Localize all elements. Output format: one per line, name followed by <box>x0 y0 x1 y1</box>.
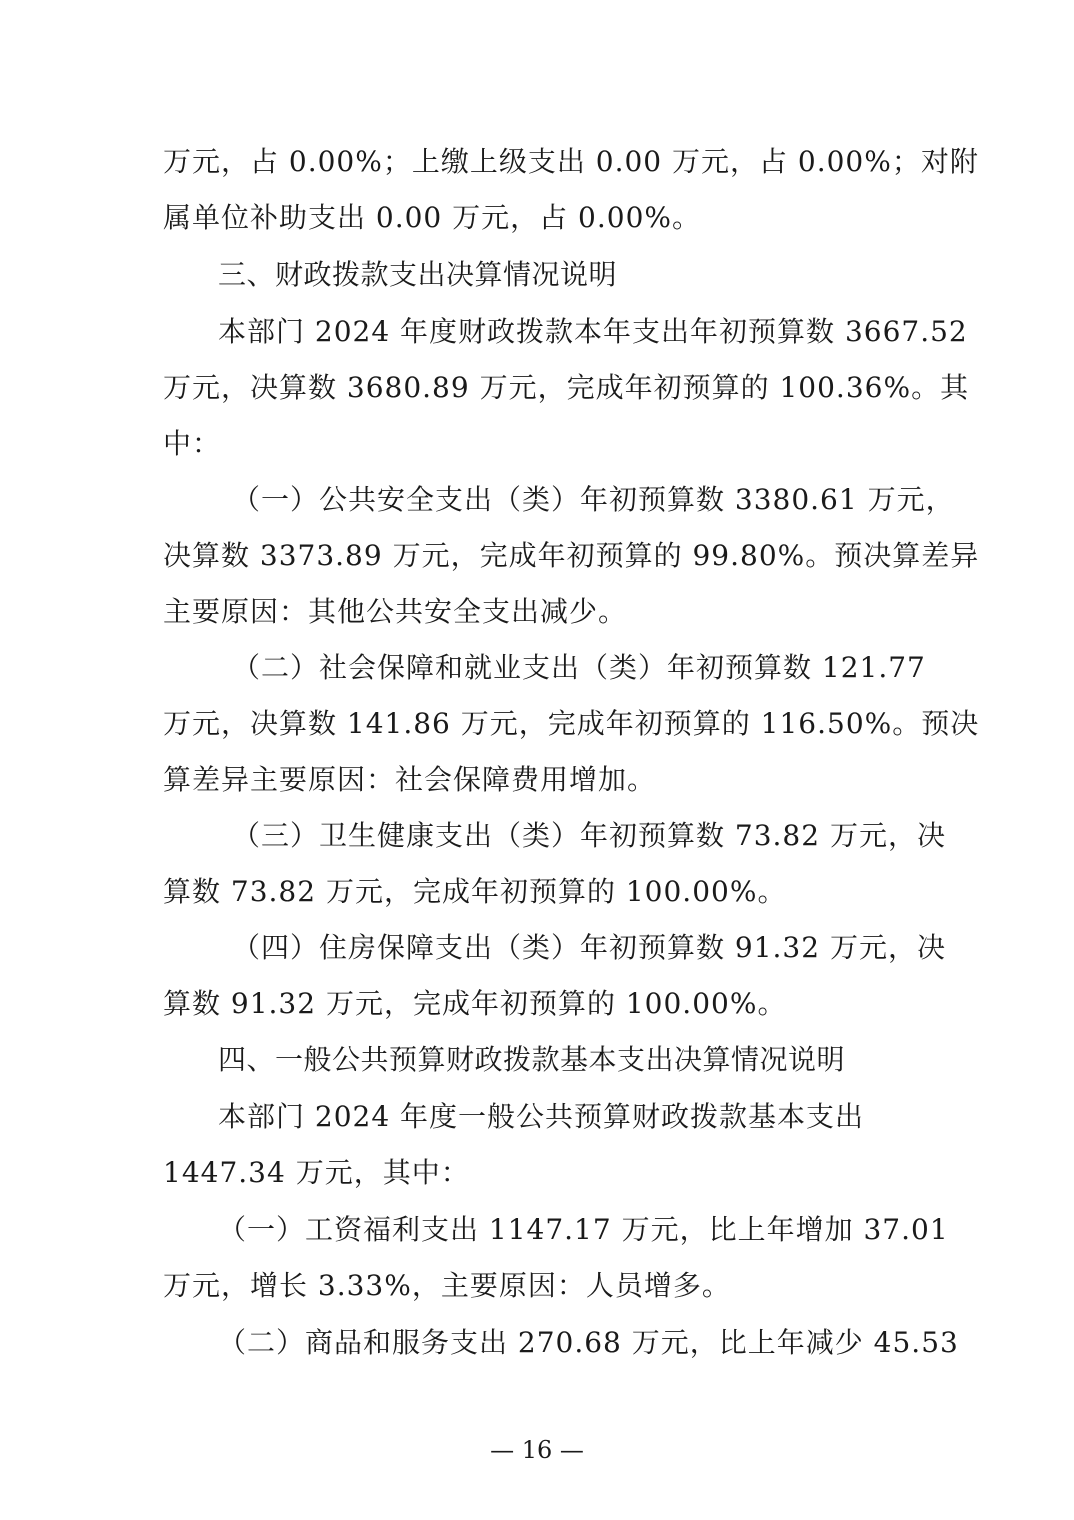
body-line: 1447.34 万元，其中： <box>163 1156 470 1189</box>
body-line: 万元，增长 3.33%，主要原因：人员增多。 <box>163 1269 731 1302</box>
section-heading-3: 三、财政拨款支出决算情况说明 <box>218 258 618 291</box>
body-line: 算差异主要原因：社会保障费用增加。 <box>163 763 657 796</box>
body-line: 算数 73.82 万元，完成年初预算的 100.00%。 <box>163 875 787 908</box>
subsection-line: （二）商品和服务支出 270.68 万元，比上年减少 45.53 <box>218 1326 959 1359</box>
body-line: 主要原因：其他公共安全支出减少。 <box>163 595 628 628</box>
body-line: 万元，占 0.00%；上缴上级支出 0.00 万元，占 0.00%；对附 <box>163 145 979 178</box>
body-line: 属单位补助支出 0.00 万元，占 0.00%。 <box>163 201 701 234</box>
subsection-line: （二）社会保障和就业支出（类）年初预算数 121.77 <box>232 651 926 684</box>
body-line: 万元，决算数 141.86 万元，完成年初预算的 116.50%。预决 <box>163 707 980 740</box>
section-heading-4: 四、一般公共预算财政拨款基本支出决算情况说明 <box>218 1043 846 1076</box>
body-line: 决算数 3373.89 万元，完成年初预算的 99.80%。预决算差异 <box>163 539 980 572</box>
page-number: — 16 — <box>490 1436 584 1464</box>
subsection-line: （一）公共安全支出（类）年初预算数 3380.61 万元， <box>232 483 955 516</box>
body-line: 中： <box>163 427 222 460</box>
body-line: 万元，决算数 3680.89 万元，完成年初预算的 100.36%。其 <box>163 371 970 404</box>
body-line: 算数 91.32 万元，完成年初预算的 100.00%。 <box>163 987 787 1020</box>
subsection-line: （三）卫生健康支出（类）年初预算数 73.82 万元，决 <box>232 819 946 852</box>
subsection-line: （四）住房保障支出（类）年初预算数 91.32 万元，决 <box>232 931 946 964</box>
body-line: 本部门 2024 年度一般公共预算财政拨款基本支出 <box>218 1100 865 1133</box>
body-line: 本部门 2024 年度财政拨款本年支出年初预算数 3667.52 <box>218 315 968 348</box>
subsection-line: （一）工资福利支出 1147.17 万元，比上年增加 37.01 <box>218 1213 949 1246</box>
